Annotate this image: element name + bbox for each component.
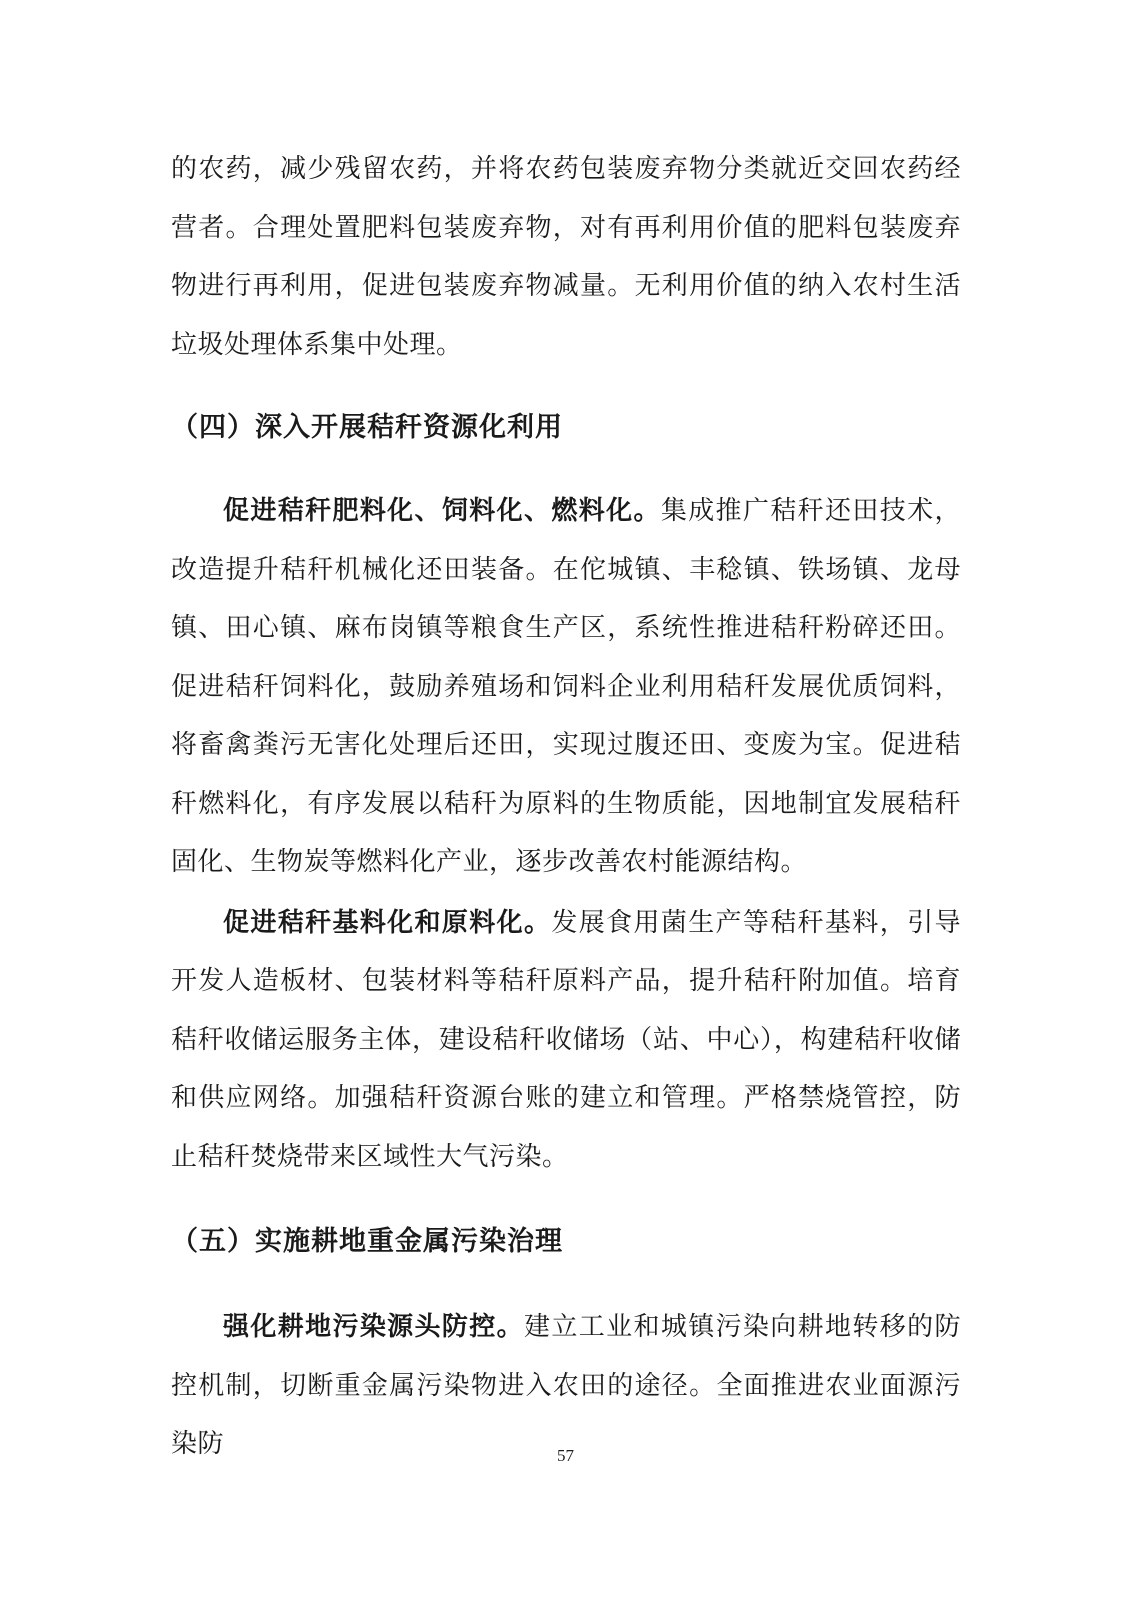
page-number: 57 — [557, 1446, 574, 1465]
paragraph-text: 集成推广秸秆还田技术，改造提升秸秆机械化还田装备。在佗城镇、丰稔镇、铁场镇、龙母镇、田心镇、麻布岗镇等粮食生产区，系统性推进秸秆粉碎还田。促进秸秆饲料化，鼓励养殖场和饲料企业利用秸秆发展优质饲料，将畜禽粪污无害化处理后还田，实现过腹还田、变废为宝。促进秸秆燃料化，有序发展以秸秆为原料的生物质能，因地制宜发展秸秆固化、生物炭等燃料化产业，逐步改善农村能源结构。 — [171, 496, 961, 877]
paragraph-text: 建立工业和城镇污染向耕地转移的防控机制，切断重金属污染物进入农田的途径。全面推进农业面源污染防 — [171, 1312, 961, 1459]
paragraph-lead: 强化耕地污染源头防控。 — [223, 1312, 525, 1342]
paragraph — [171, 482, 961, 892]
intro-paragraph: 的农药，减少残留农药，并将农药包装废弃物分类就近交回农药经营者。合理处置肥料包装废弃物，对有再利用价值的肥料包装废弃物进行再利用，促进包装废弃物减量。无利用价值的纳入农村生活垃圾处理体系集中处理。 — [171, 154, 961, 360]
section-heading-5: （五）实施耕地重金属污染治理 — [171, 1226, 563, 1257]
paragraph-lead: 促进秸秆基料化和原料化。 — [223, 907, 552, 938]
paragraph — [171, 894, 961, 1187]
page-body — [171, 140, 961, 1474]
section-heading-4: （四）深入开展秸秆资源化利用 — [171, 412, 563, 443]
paragraph-text: 发展食用菌生产等秸秆基料，引导开发人造板材、包装材料等秸秆原料产品，提升秸秆附加值。培育秸秆收储运服务主体，建设秸秆收储场（站、中心），构建秸秆收储和供应网络。加强秸秆资源台账的建立和管理。严格禁烧管控，防止秸秆焚烧带来区域性大气污染。 — [171, 907, 961, 1172]
paragraph-lead: 促进秸秆肥料化、饲料化、燃料化。 — [223, 496, 661, 526]
